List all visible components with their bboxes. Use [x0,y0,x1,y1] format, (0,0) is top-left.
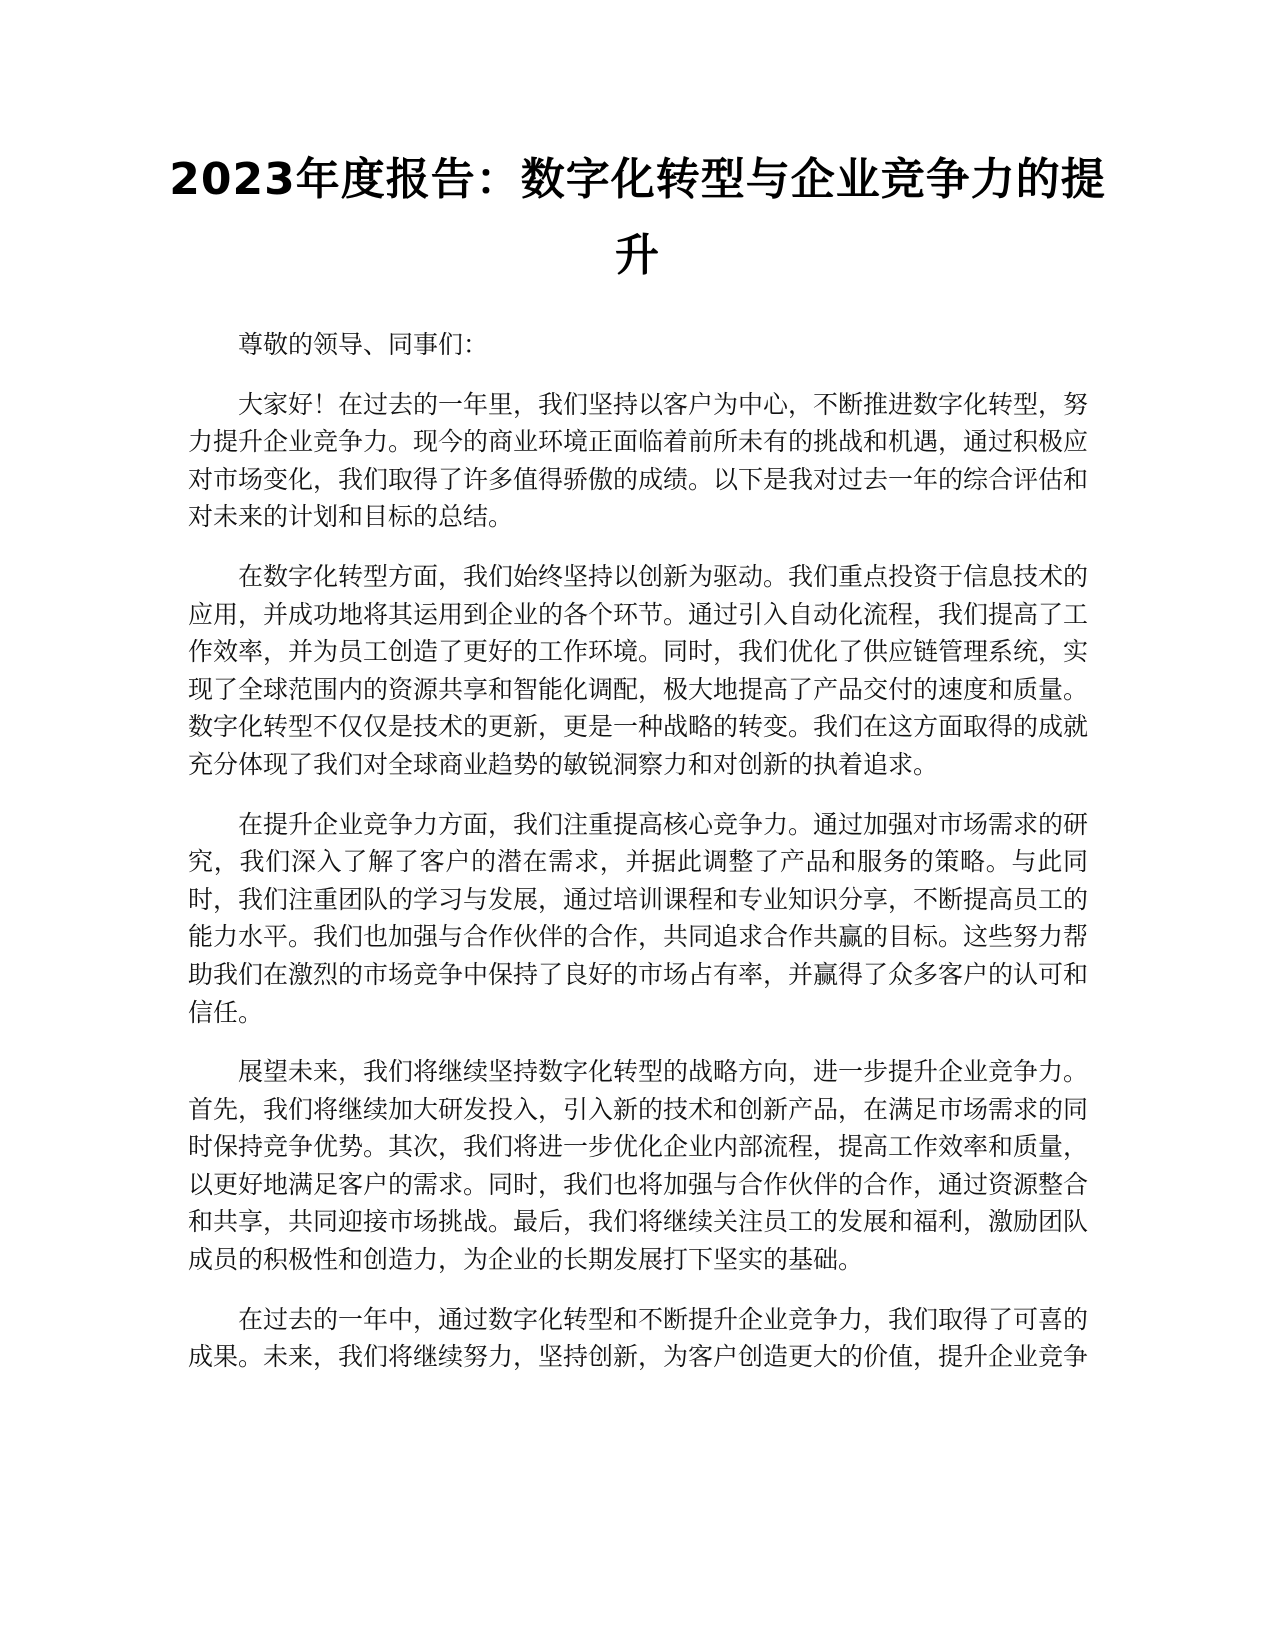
paragraph-outlook: 展望未来，我们将继续坚持数字化转型的战略方向，进一步提升企业竞争力。首先，我们将继续加大研发投入，引入新的技术和创新产品，在满足市场需求的同时保持竞争优势。其次，我们将进一步优化企业内部流程，提高工作效率和质量，以更好地满足客户的需求。同时，我们也将加强与合作伙伴的合作，通过资源整合和共享，共同迎接市场挑战。最后，我们将继续关注员工的发展和福利，激励团队成员的积极性和创造力，为企业的长期发展打下坚实的基础。 [188,1057,1089,1275]
document-title: 2023年度报告：数字化转型与企业竞争力的提升 [169,154,1106,281]
salutation: 尊敬的领导、同事们： [238,330,489,359]
paragraph-digital-transformation: 在数字化转型方面，我们始终坚持以创新为驱动。我们重点投资于信息技术的应用，并成功地将其运用到企业的各个环节。通过引入自动化流程，我们提高了工作效率，并为员工创造了更好的工作环境。同时，我们优化了供应链管理系统，实现了全球范围内的资源共享和智能化调配，极大地提高了产品交付的速度和质量。数字化转型不仅仅是技术的更新，更是一种战略的转变。我们在这方面取得的成就充分体现了我们对全球商业趋势的敏锐洞察力和对创新的执着追求。 [188,561,1089,779]
paragraph-conclusion: 在过去的一年中，通过数字化转型和不断提升企业竞争力，我们取得了可喜的成果。未来，我们将继续努力，坚持创新，为客户创造更大的价值，提升企业竞争 [188,1304,1089,1372]
document-body [188,326,1088,1398]
paragraph-intro: 大家好！在过去的一年里，我们坚持以客户为中心，不断推进数字化转型，努力提升企业竞争力。现今的商业环境正面临着前所未有的挑战和机遇，通过积极应对市场变化，我们取得了许多值得骄傲的成绩。以下是我对过去一年的综合评估和对未来的计划和目标的总结。 [188,389,1089,532]
paragraph-competitiveness: 在提升企业竞争力方面，我们注重提高核心竞争力。通过加强对市场需求的研究，我们深入了解了客户的潜在需求，并据此调整了产品和服务的策略。与此同时，我们注重团队的学习与发展，通过培训课程和专业知识分享，不断提高员工的能力水平。我们也加强与合作伙伴的合作，共同追求合作共赢的目标。这些努力帮助我们在激烈的市场竞争中保持了良好的市场占有率，并赢得了众多客户的认可和信任。 [188,809,1089,1027]
